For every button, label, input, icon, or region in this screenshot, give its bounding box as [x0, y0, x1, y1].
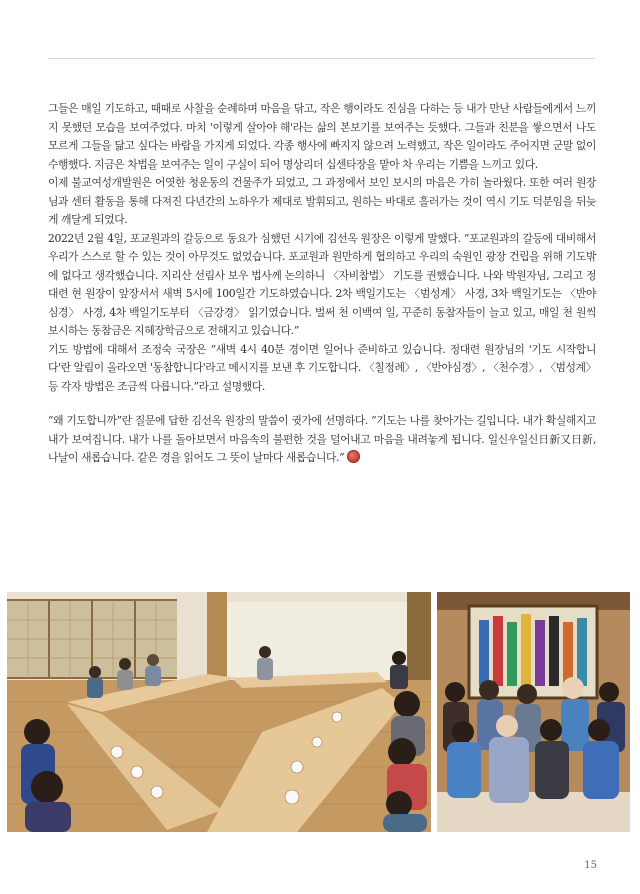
page-number: 15 — [584, 860, 597, 871]
header-rule — [48, 58, 595, 59]
article-body — [48, 100, 596, 468]
prayer-hall-photo — [7, 592, 431, 832]
paragraph-5: “왜 기도합니까”란 질문에 답한 김선옥 원장의 말씀이 귓가에 선명하다. “기도는 나를 찾아가는 길입니다. 내가 확실해지고 내가 보여집니다. 내가 나를 돌아보면서 마음속의 불편한 것을 덜어내고 마음을 내려놓게 됩니다. 일신우일신日新又日新, 나날이 새롭습니다. 같은 경을 읽어도 그 뜻이 날마다 새롭습니다.” — [48, 414, 596, 464]
paragraph-5-wrap — [48, 412, 596, 468]
paragraph-2: 이제 불교여성개발원은 어엿한 청운동의 건물주가 되었고, 그 과정에서 보인 보시의 마음은 가히 놀라웠다. 또한 여러 원장님과 센터 활동을 통해 다져진 다년간의 노하우가 제대로 발휘되고, 원하는 바대로 흘러가는 것이 역시 기도 덕분임을 뒤늦게 깨달게 되었다. — [48, 176, 596, 226]
paragraph-3: 2022년 2월 4일, 포교원과의 갈등으로 동요가 심했던 시기에 김선옥 원장은 이렇게 말했다. “포교원과의 갈등에 대비해서 우리가 스스로 할 수 있는 것이 아무것도 없었습니다. 포교원과 원만하게 협의하고 우리의 숙원인 광장 건립을 위해 기도밖에 없다고 생각했습니다. 지리산 선림사 보우 법사께 논의하니 〈자비참법〉 기도를 권했습니다. 나와 박원자님, 그리고 정대련 현 원장이 앞장서서 새벽 5시에 100일간 기도하였습니다. 2차 백일기도는 〈범성계〉 사경, 3차 백일기도는 〈반야심경〉 사경, 4차 백일기도부터 〈금강경〉 읽기였습니다. 벌써 천 이백여 일, 꾸준히 동참자들이 늘고 있고, 매일 천 원씩 보시하는 동참금은 지혜장학금으로 전해지고 있습니다.” — [48, 231, 596, 337]
paragraph-4: 기도 방법에 대해서 조정숙 국장은 “새벽 4시 40분 경이면 일어나 준비하고 있습니다. 정대련 원장님의 '기도 시작합니다'란 알림이 올라오면 '동참합니다'라고 메시지를 보낸 후 기도합니다. 〈칠정례〉, 〈반야심경〉, 〈천수경〉, 〈범성계〉 등 각자 방법은 조금씩 다릅니다.”라고 설명했다. — [48, 342, 596, 393]
end-mark-seal-icon — [347, 450, 360, 463]
group-portrait-photo — [437, 592, 630, 832]
paragraph-1: 그들은 매일 기도하고, 때때로 사찰을 순례하며 마음을 닦고, 작은 행이라도 진심을 다하는 등 내가 만난 사람들에게서 느끼지 못했던 모습을 보여주었다. 마치 '이렇게 살아야 해'라는 삶의 본보기를 보여주는 듯했다. 그들과 친분을 쌓으면서 나도 모르게 그들을 닮고 싶다는 바람을 가지게 되었다. 각종 행사에 빠지지 않으려 노력했고, 작은 일이라도 주어지면 군말 없이 수행했다. 지금은 차법을 보여주는 일이 구실이 되어 명상리더 십센타장을 맡아 차 우리는 기쁨을 느끼고 있다. — [48, 102, 596, 171]
